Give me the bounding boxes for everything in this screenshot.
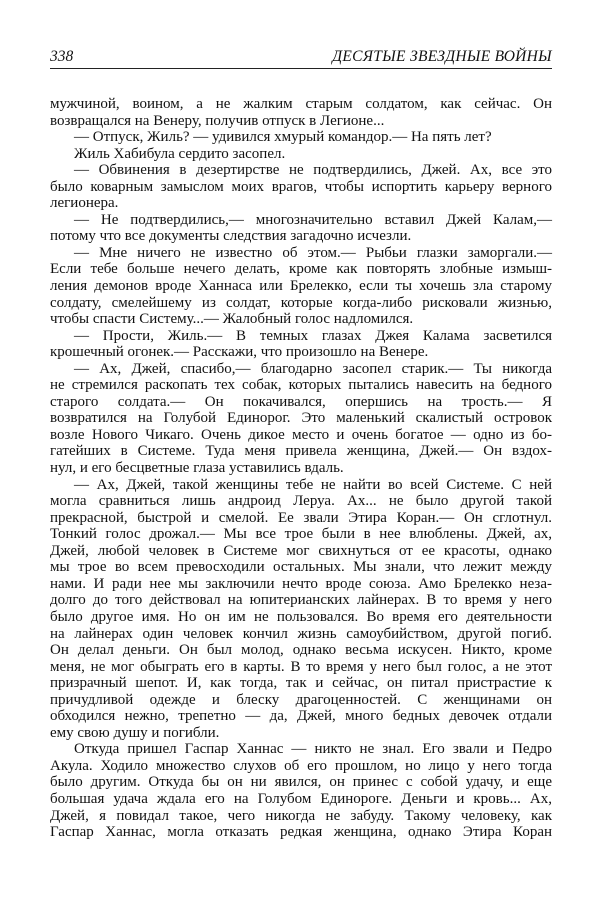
page-number: 338 [50,48,74,65]
text-line: Откуда пришел Гаспар Ханнас — никто не знал. Его звали и Педро [74,741,552,758]
text-line: нул, и его бесцветные глаза уставились вдаль. [50,460,344,477]
text-line: причудливой одежде и блеску драгоценностей. С женщинами он [50,691,552,708]
text-line: возле Нового Чикаго. Очень дикое место и очень богатое — одно из бо- [50,426,552,443]
text-line: меня, не мог обыграть его в карты. В то время у него был голос, а не этот [50,658,552,675]
text-line: Акула. Ходило множество слухов об его прошлом, но лицо у него тогда [50,757,552,774]
text-line: не стремился раскопать тех собак, которых пытались навесить на бедного [50,377,552,394]
text-line: долго до того действовал на юпитерианских лайнерах. В то время у него [50,592,552,609]
text-line: мужчиной, воином, а не жалким старым солдатом, как сейчас. Он [50,96,552,112]
text-line: — Ах, Джей, такой женщины тебе не найти во всей Системе. С ней [74,476,552,493]
text-line: легионера. [50,195,119,212]
text-line: солдату, смелейшему из солдат, которые когда-либо рисковали жизнью, [50,294,552,311]
text-line: могла сравниться лишь андроид Леруа. Ах... не было другой такой [50,493,552,510]
text-line: — Обвинения в дезертирстве не подтвердились, Джей. Ах, все это [74,162,552,179]
text-line: было другим. Откуда бы он ни явился, он принес с собой удачу, и еще [50,774,552,791]
text-line: крошечный огонек.— Расскажи, что произошло на Венере. [50,344,429,361]
text-line: Гаспар Ханнас, могла отказать редкая женщина, однако Этира Коран [50,824,552,841]
text-line: возвращался на Венеру, получив отпуск в Легионе... [50,112,385,129]
text-line: — Ах, Джей, спасибо,— благодарно засопел старик.— Ты никогда [74,360,552,377]
text-line: было коварным замыслом моих врагов, чтобы испортить карьеру верного [50,178,552,195]
text-line: было другое имя. Но он им не пользовался. Во время его деятельности [50,608,552,625]
text-line: Джей, я повидал такое, чего никогда не забуду. Такому человеку, как [50,807,552,824]
text-line: Если тебе больше нечего делать, кроме как повторять злобные измыш- [50,261,552,278]
text-line: прекрасной, быстрой и смелой. Ее звали Этира Коран.— Он сглотнул. [50,509,552,526]
text-line: гатейших в Системе. Туда меня привела женщина, Джей.— Он вздох- [50,443,552,460]
text-line: обходился нежно, трепетно — да, Джей, много бедных девочек отдали [50,708,552,725]
text-line: — Не подтвердились,— многозначительно вставил Джей Калам,— [74,211,552,228]
text-line: призрачный шепот. И, как тогда, так и сейчас, он питал пристрастие к [50,675,552,692]
text-line: Джей, любой человек в Системе мог свихнуться от ее красоты, однако [50,542,552,559]
text-line: Он делал деньги. Он был молод, однако весьма искусен. Никто, кроме [50,642,552,659]
running-header [50,46,552,69]
page-body-text [50,96,552,841]
text-line: — Прости, Жиль.— В темных глазах Джея Калама засветился [74,327,552,344]
text-line: старого солдата.— Он покачивался, опершись на трость.— Я [50,393,552,410]
text-line: потому что все документы следствия загадочно исчезли. [50,228,412,245]
text-line: Жиль Хабибула сердито засопел. [74,145,286,162]
text-line: ления демонов вроде Ханнаса или Брелекко, если ты хочешь зла старому [50,278,552,295]
text-line: нами. И ради нее мы заключили нечто вроде союза. Амо Брелекко неза- [50,575,552,592]
text-line: большая удача ждала его на Голубом Единороге. Деньги и кровь... Ах, [50,790,552,807]
text-line: возвратился на Голубой Единорог. Это маленький скалистый островок [50,410,552,427]
text-line: чтобы спасти Систему...— Жалобный голос надломился. [50,311,414,328]
running-title: ДЕСЯТЫЕ ЗВЕЗДНЫЕ ВОЙНЫ [332,48,552,65]
text-line: — Мне ничего не известно об этом.— Рыбьи глазки заморгали.— [74,244,552,261]
text-line: ему свою душу и погибли. [50,724,220,741]
text-line: Тонкий голос дрожал.— Мы все трое были в нее влюблены. Джей, ах, [50,526,552,543]
text-line: — Отпуск, Жиль? — удивился хмурый командор.— На пять лет? [74,129,492,146]
text-line: мы трое во всем превосходили остальных. Мы знали, что лежит между [50,559,552,576]
text-line: на лайнерах один человек кончил жизнь самоубийством, другой погиб. [50,625,552,642]
